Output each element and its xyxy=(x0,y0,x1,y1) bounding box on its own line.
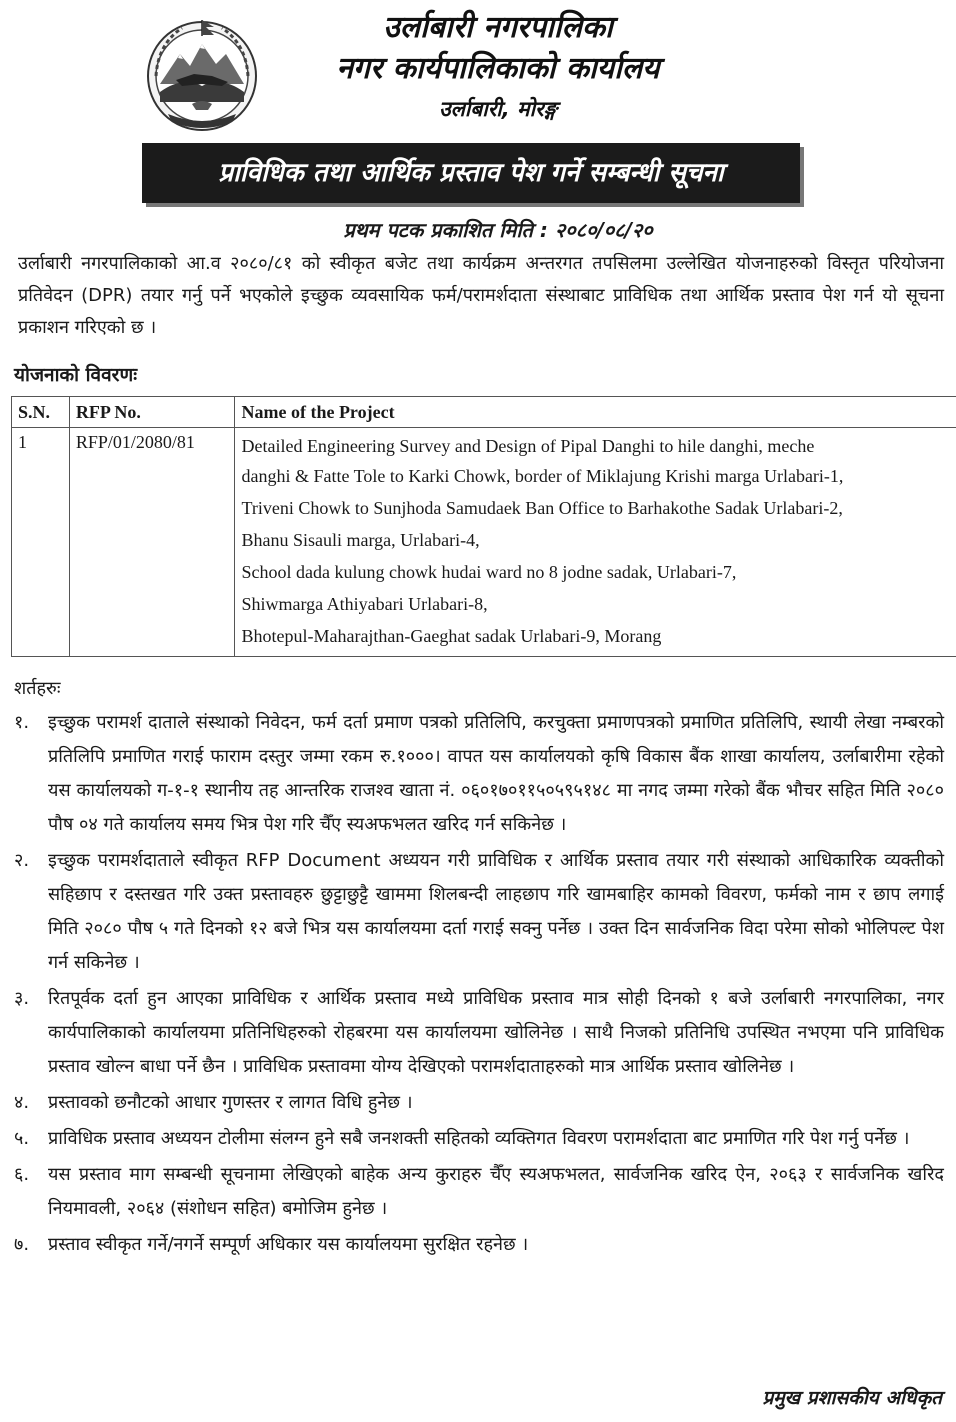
conditions-heading: शर्तहरुः xyxy=(14,678,61,699)
condition-item xyxy=(14,1122,944,1156)
published-date: प्रथम पटक प्रकाशित मिति : २०८०/०८/२० xyxy=(343,218,653,242)
conditions-list xyxy=(14,706,944,1264)
condition-item xyxy=(14,1158,944,1226)
condition-item xyxy=(14,706,944,842)
condition-item xyxy=(14,1228,944,1262)
project-line: danghi & Fatte Tole to Karki Chowk, border of Miklajung Krishi marga Urlabari-1, xyxy=(241,466,844,486)
condition-number: १. xyxy=(14,712,30,733)
condition-text: प्राविधिक प्रस्ताव अध्ययन टोलीमा संलग्न हुने सबै जनशक्ती सहितको व्यक्तिगत विवरण परामर्शदाता बाट प्रमाणित गरि पेश गर्नु पर्नेछ । xyxy=(48,1128,910,1149)
condition-item xyxy=(14,982,944,1084)
condition-text: यस प्रस्ताव माग सम्बन्धी सूचनामा लेखिएको बाहेक अन्य कुराहरु चैँए स्यअफभलत, सार्वजनिक खरिद ऐन, २०६३ र सार्वजनिक खरिद नियमावली, २०६४ (संशोधन सहित) बमोजिम हुनेछ । xyxy=(48,1164,944,1219)
project-line: Bhanu Sisauli marga, Urlabari-4, xyxy=(241,530,480,550)
office-address: उर्लाबारी, मोरङ्ग xyxy=(439,97,557,121)
condition-text: इच्छुक परामर्शदाताले स्वीकृत RFP Document अध्ययन गरी प्राविधिक र आर्थिक प्रस्ताव तयार गरी संस्थाको आधिकारिक व्यक्तीको सहिछाप र दस्तखत गरि उक्त प्रस्तावहरु छुट्टाछुट्टै खाममा शिलबन्दी लाहछाप गरि खामबाहिर कामको विवरण, फर्मको नाम र छाप लगाई मिति २०८० पौष ५ गते दिनको १२ बजे भित्र यस कार्यालयमा दर्ता गराई सक्नु पर्नेछ । उक्त दिन सार्वजनिक विदा परेमा सोको भोलिपल्ट पेश गर्न सकिनेछ । xyxy=(48,850,944,973)
project-line: School dada kulung chowk hudai ward no 8 jodne sadak, Urlabari-7, xyxy=(241,562,737,582)
project-table xyxy=(11,396,956,657)
condition-number: ३. xyxy=(14,988,30,1009)
letterhead xyxy=(10,0,946,140)
table-row xyxy=(12,428,956,657)
condition-text: इच्छुक परामर्श दाताले संस्थाको निवेदन, फर्म दर्ता प्रमाण पत्रको प्रतिलिपि, करचुक्ता प्रमाणपत्रको प्रमाणित प्रतिलिपि, स्थायी लेखा नम्बरको प्रतिलिपि प्रमाणित गराई फाराम दस्तुर जम्मा रकम रु.१०००। वापत यस कार्यालयको कृषि विकास बैंक शाखा कार्यालय, उर्लाबारीमा रहेको यस कार्यालयको ग-१-१ स्थानीय तह आन्तरिक राजश्व खाता नं. ०६०१७०११५०५९५१४८ मा नगद जम्मा गरेको बैंक भौचर सहित मिति २०८० पौष ०४ गते कार्यालय समय भित्र पेश गरि चैँए स्यअफभलत खरिद गर्न सकिनेछ । xyxy=(48,712,944,835)
condition-item xyxy=(14,1086,944,1120)
condition-number: ६. xyxy=(14,1164,30,1185)
project-line: Detailed Engineering Survey and Design of Pipal Danghi to hile danghi, meche xyxy=(241,436,815,456)
municipality-name: उर्लाबारी नगरपालिका xyxy=(383,10,613,45)
condition-number: २. xyxy=(14,850,30,871)
condition-number: ४. xyxy=(14,1092,30,1113)
cell-rfp-number: RFP/01/2080/81 xyxy=(69,428,235,657)
column-header-rfp: RFP No. xyxy=(69,397,235,428)
column-header-sn: S.N. xyxy=(12,397,70,428)
letterhead-text xyxy=(10,8,946,128)
project-line: Bhotepul-Maharajthan-Gaeghat sadak Urlabari-9, Morang xyxy=(241,626,662,646)
condition-text: प्रस्ताव स्वीकृत गर्ने/नगर्ने सम्पूर्ण अधिकार यस कार्यालयमा सुरक्षित रहनेछ । xyxy=(48,1234,529,1255)
condition-number: ७. xyxy=(14,1234,30,1255)
column-header-project: Name of the Project xyxy=(235,397,956,428)
notice-title: प्राविधिक तथा आर्थिक प्रस्ताव पेश गर्ने सम्बन्धी सूचना xyxy=(142,143,800,203)
table-header-row xyxy=(12,397,956,428)
condition-number: ५. xyxy=(14,1128,30,1149)
cell-sn: 1 xyxy=(12,428,70,657)
condition-text: प्रस्तावको छनौटको आधार गुणस्तर र लागत विधि हुनेछ । xyxy=(48,1092,413,1113)
signatory-title: प्रमुख प्रशासकीय अधिकृत xyxy=(762,1387,942,1409)
project-section-heading: योजनाको विवरणः xyxy=(14,364,138,386)
intro-paragraph: उर्लाबारी नगरपालिकाको आ.व २०८०/८१ को स्वीकृत बजेट तथा कार्यक्रम अन्तरगत तपसिलमा उल्लेखित योजनाहरुको विस्तृत परियोजना प्रतिवेदन (DPR) तयार गर्नु पर्ने भएकोले इच्छुक व्यवसायिक फर्म/परामर्शदाता संस्थाबाट प्राविधिक तथा आर्थिक प्रस्ताव पेश गर्न यो सूचना प्रकाशन गरिएको छ । xyxy=(18,253,944,338)
condition-item xyxy=(14,844,944,980)
project-line: Shiwmarga Athiyabari Urlabari-8, xyxy=(241,594,488,614)
office-name: नगर कार्यपालिकाको कार्यालय xyxy=(336,51,660,86)
cell-project-name xyxy=(235,428,956,657)
project-line: Triveni Chowk to Sunjhoda Samudaek Ban Office to Barhakothe Sadak Urlabari-2, xyxy=(241,498,843,518)
condition-text: रितपूर्वक दर्ता हुन आएका प्राविधिक र आर्थिक प्रस्ताव मध्ये प्राविधिक प्रस्ताव मात्र सोही दिनको १ बजे उर्लाबारी नगरपालिका, नगर कार्यपालिकाको कार्यालयमा प्रतिनिधिहरुको रोहबरमा यस कार्यालयमा खोलिनेछ । साथै निजको प्रतिनिधि उपस्थित नभएमा पनि प्राविधिक प्रस्ताव खोल्न बाधा पर्ने छैन । प्राविधिक प्रस्तावमा योग्य देखिएको परामर्शदाताहरुको मात्र आर्थिक प्रस्ताव खोलिनेछ । xyxy=(48,988,944,1077)
